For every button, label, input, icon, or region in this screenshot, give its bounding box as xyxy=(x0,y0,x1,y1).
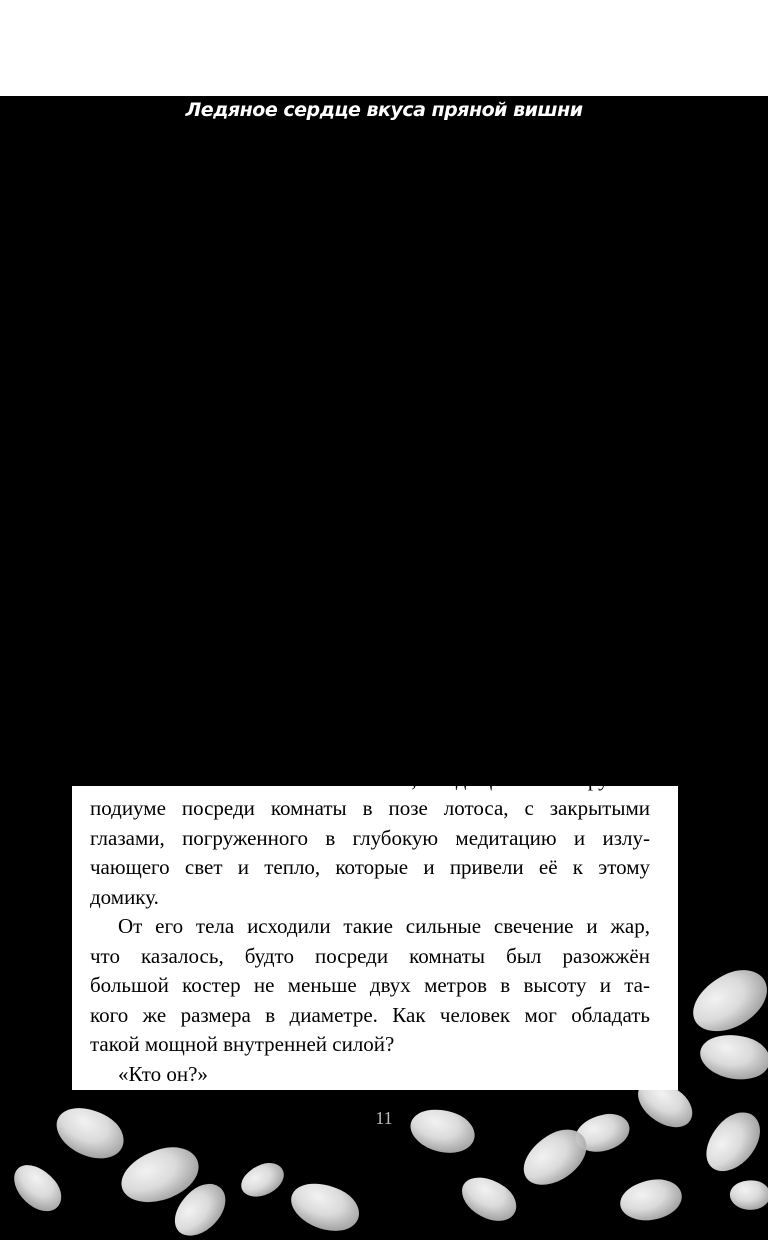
text-line: большой костер не меньше двух метров в высоту и та- xyxy=(90,973,650,997)
text-line: мися руками маленькую пиалу. xyxy=(90,442,370,466)
text-line: чающего свет и тепло, которые и привели её к этому xyxy=(90,855,650,879)
page-number: 11 xyxy=(375,1108,393,1128)
text-line: домику. xyxy=(90,884,159,909)
text-line: ка, стоявшего на небольшом огне, в красивую, тоже xyxy=(90,176,650,201)
text-line: «О боги! Или демоны!» xyxy=(118,235,331,260)
paragraph xyxy=(90,912,650,1060)
top-margin xyxy=(0,0,768,96)
text-line: столик и направилась на другую сторону от перегород- xyxy=(90,589,650,614)
text-line: жажду, она даже не обратила внимания на свет, кото- xyxy=(90,501,650,525)
paragraph xyxy=(90,145,650,234)
text-line: От его тела исходили такие сильные свечение и жар, xyxy=(118,914,650,938)
text-line: кого же размера в диаметре. Как человек мог обладать xyxy=(90,1002,650,1027)
paragraph xyxy=(90,234,650,264)
text-line: Кто помог ей в этой ситуации, было все равно, Ли xyxy=(118,265,650,289)
text-line: да не поджигали. Не кровать с шёлковыми простыня- xyxy=(90,707,650,732)
text-line: Янь лишь хотела пить этот чудесный горячий напиток, xyxy=(90,294,650,319)
text-line: но наливая содержимое из круглого глиняного чайнич- xyxy=(90,147,650,171)
text-line: «Кто он?» xyxy=(118,1061,208,1086)
text-line: отчего она закашлялась и чуть не выплеснула такое xyxy=(90,353,650,378)
text-line: увидела... xyxy=(90,648,178,673)
text-line: что казалось, будто посреди комнаты был разожжён xyxy=(90,943,650,968)
text-line: ми и одеялами, и пуховыми перинами, на которые xyxy=(90,737,650,761)
text-line: глазами, погруженного в глубокую медитацию и излу- xyxy=(90,825,650,850)
paragraph xyxy=(90,263,650,470)
text-line: В порыве желания хоть немного согреться и утолить xyxy=(118,471,650,496)
paragraph xyxy=(90,1060,650,1090)
text-line: такой мощной внутренней силой? xyxy=(90,1032,395,1056)
text-line: сделала уже более обдуманно, крепко держа трясущи- xyxy=(90,412,650,437)
text-line: глиняную, чашку. xyxy=(90,206,248,230)
body-text xyxy=(90,145,650,1089)
text-line: который при первом же глотке обжёг её губы и горло, xyxy=(90,324,650,348)
text-line: немного придя в себя, она поставила пустую чашку на xyxy=(90,560,650,584)
text-line: Нет, не очаг, наполненный дровами, которые никог- xyxy=(118,678,650,702)
text-line: ки. И каково же было её изумление, когда принцесса xyxy=(90,619,650,643)
text-line: подиуме посреди комнаты в позе лотоса, с закрытыми xyxy=(90,796,650,820)
text-line: рый проблескивал через бумагу ширмы. Сейчас же, xyxy=(90,530,650,555)
paragraph xyxy=(90,470,650,677)
text-line: драгоценное содержимое. Следующий глоток девушка xyxy=(90,383,650,407)
text-line: никто не ложился. А человека, сидящего на круглом xyxy=(90,766,650,791)
running-head: Ледяное сердце вкуса пряной вишни xyxy=(185,99,583,121)
paragraph xyxy=(90,676,650,912)
